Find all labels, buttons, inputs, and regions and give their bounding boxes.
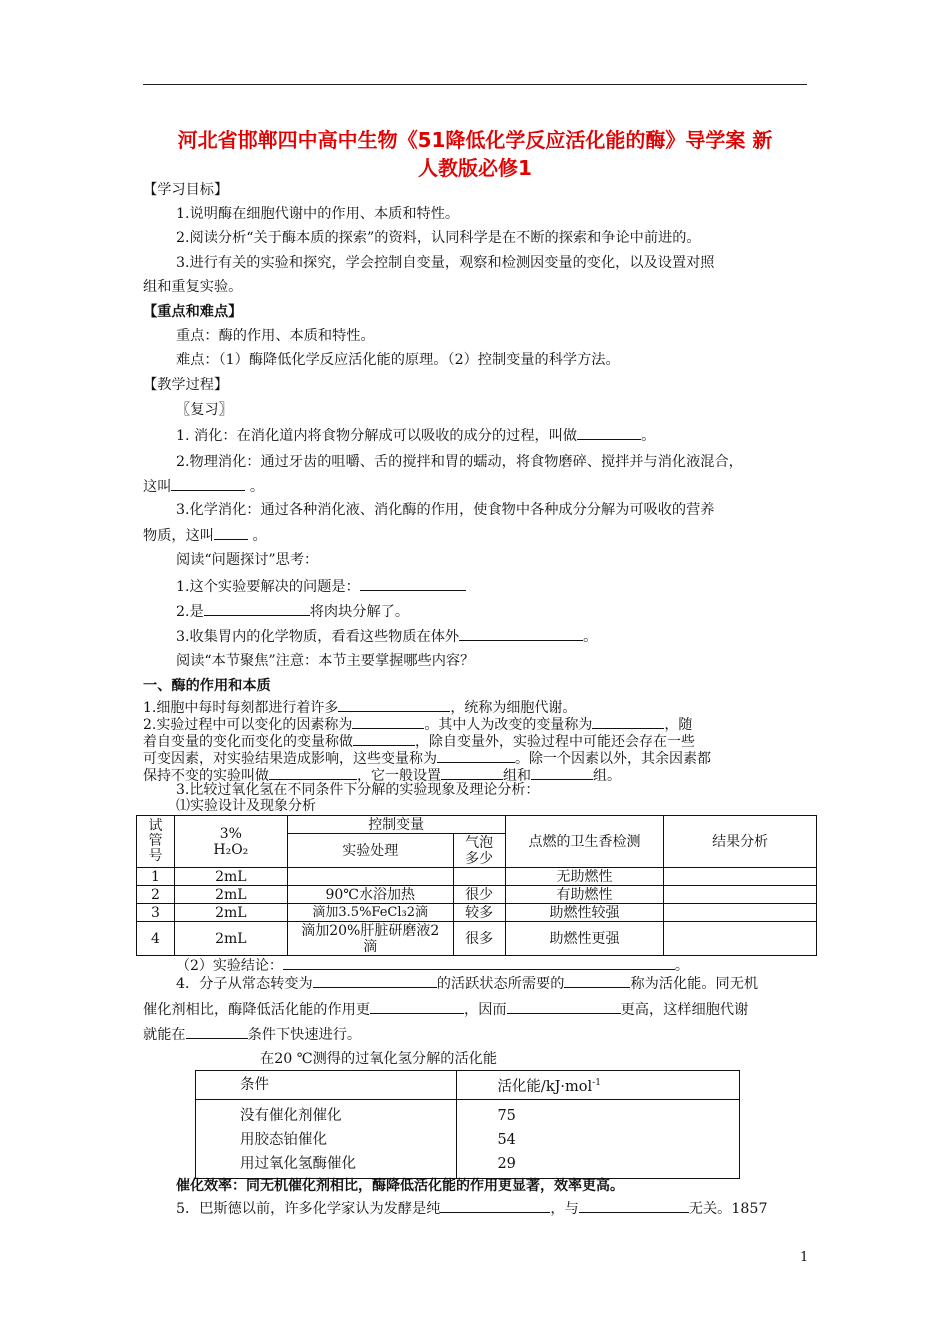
cell-treatment-text: 滴加20%肝脏研磨液2滴 [301, 922, 440, 955]
text: ，它一般设置 [357, 768, 441, 784]
cell-incense: 助燃性较强 [505, 904, 664, 922]
review-1-end: 。 [641, 428, 656, 444]
goal-3a: 3.进行有关的实验和探究，学会控制自变量，观察和检测因变量的变化，以及设置对照 [176, 255, 715, 271]
read-problem: 阅读“问题探讨”思考： [176, 552, 319, 568]
cell-incense: 助燃性更强 [505, 922, 664, 956]
review-1 [176, 425, 808, 446]
text: 无关。1857 [688, 1201, 768, 1217]
text: 2.实验过程中可以变化的因素称为 [143, 717, 353, 733]
cell-bubbles: 很多 [453, 922, 505, 956]
goal-2: 2.阅读分析“关于酶本质的探索”的资料，认同科学是在不断的探索和争论中前进的。 [176, 230, 701, 246]
text: 。除一个因素以外，其余因素都 [515, 751, 711, 767]
question-3-end: 。 [583, 629, 598, 645]
cell-result[interactable] [664, 922, 817, 956]
answer-blank[interactable] [531, 765, 593, 780]
process-heading: 【教学过程】 [143, 377, 229, 393]
answer-blank[interactable] [214, 525, 248, 540]
answer-blank[interactable] [441, 765, 503, 780]
table-row [137, 868, 817, 886]
question-2-text: 2.是 [176, 604, 204, 620]
cell-treatment [287, 868, 453, 886]
sec1-item5 [176, 1198, 808, 1219]
header-h2o2 [174, 816, 287, 868]
answer-blank[interactable] [353, 731, 415, 746]
review-2a: 2.物理消化：通过牙齿的咀嚼、舌的搅拌和胃的蠕动，将食物磨碎、搅拌并与消化液混合， [176, 454, 743, 470]
sec1-item1-end: ，统称为细胞代谢。 [450, 700, 577, 716]
title-line-1: 河北省邯郸四中高中生物《51降低化学反应活化能的酶》导学案 新 [177, 128, 773, 152]
cell-energy: 29 [457, 1152, 740, 1179]
question-3 [176, 626, 808, 647]
sec1-item4-l3 [143, 1024, 808, 1045]
cell-volume: 2mL [174, 886, 287, 904]
question-2 [176, 601, 808, 622]
sec1-item4-l1 [176, 973, 808, 994]
cell-condition: 用胶态铂催化 [196, 1128, 457, 1152]
cell-volume: 2mL [174, 868, 287, 886]
review-3b [143, 525, 808, 546]
cell-bubbles [453, 868, 505, 886]
experiment-table [136, 815, 817, 956]
cell-volume: 2mL [174, 904, 287, 922]
table-row [137, 922, 817, 956]
answer-blank[interactable] [459, 626, 583, 641]
cell-no: 1 [137, 868, 175, 886]
answer-blank[interactable] [313, 973, 437, 988]
header-tube-label: 试管号 [148, 818, 163, 864]
text: 更高，这样细胞代谢 [620, 1002, 749, 1018]
cell-result[interactable] [664, 904, 817, 922]
answer-blank[interactable] [564, 973, 630, 988]
key-heading: 【重点和难点】 [143, 304, 243, 320]
table-row [196, 1128, 740, 1152]
sec1-item3: 3.比较过氧化氢在不同条件下分解的实验现象及理论分析： [176, 782, 540, 798]
read-focus: 阅读“本节聚焦”注意：本节主要掌握哪些内容？ [176, 653, 475, 669]
text: 组和 [503, 768, 531, 784]
header-bubbles-label: 气泡多少 [465, 834, 494, 867]
cell-no: 3 [137, 904, 175, 922]
cell-treatment: 滴加3.5%FeCl₃2滴 [287, 904, 453, 922]
cell-no: 2 [137, 886, 175, 904]
answer-blank[interactable] [186, 1024, 248, 1039]
table-row [137, 904, 817, 922]
goal-1: 1.说明酶在细胞代谢中的作用、本质和特性。 [176, 206, 460, 222]
text: 5．巴斯德以前，许多化学家认为发酵是纯 [176, 1201, 441, 1217]
review-3b-text: 物质，这叫 [143, 528, 214, 544]
goal-3b: 组和重复实验。 [143, 279, 243, 295]
answer-blank[interactable] [440, 1198, 550, 1213]
question-1-text: 1.这个实验要解决的问题是： [176, 579, 360, 595]
cell-condition: 没有催化剂催化 [196, 1099, 457, 1128]
header-incense: 点燃的卫生香检测 [505, 816, 664, 868]
text: 4．分子从常态转变为 [176, 976, 313, 992]
document-title [140, 126, 810, 182]
header-tube [137, 816, 175, 868]
text: 保持不变的实验叫做 [143, 768, 269, 784]
cell-energy: 54 [457, 1128, 740, 1152]
answer-blank[interactable] [360, 576, 466, 591]
catalytic-efficiency: 催化效率：同无机催化剂相比，酶降低活化能的作用更显著，效率更高。 [176, 1178, 624, 1194]
table-row [196, 1099, 740, 1128]
text: 催化剂相比，酶降低活化能的作用更 [143, 1002, 371, 1018]
answer-blank[interactable] [437, 748, 515, 763]
sec1-item1-text: 1.细胞中每时每刻都进行着许多 [143, 700, 339, 716]
text: 可变因素，对实验结果造成影响，这些变量称为 [143, 751, 437, 767]
answer-blank[interactable] [370, 999, 464, 1014]
review-3b-end: 。 [252, 528, 267, 544]
header-bubbles [453, 834, 505, 868]
cell-bubbles: 较多 [453, 904, 505, 922]
header-energy-unit-sup: -1 [592, 1078, 601, 1088]
header-energy-label: 活化能/kJ·mol [497, 1078, 593, 1095]
title-line-2: 人教版必修1 [418, 156, 532, 180]
answer-blank[interactable] [171, 476, 245, 491]
header-h2o2-label: H₂O₂ [213, 841, 249, 858]
header-result: 结果分析 [664, 816, 817, 868]
key-point: 重点：酶的作用、本质和特性。 [176, 328, 375, 344]
section-1-heading: 一、酶的作用和本质 [143, 678, 271, 694]
text: 。其中人为改变的变量称为 [424, 717, 593, 733]
sec1-item4-l2 [143, 999, 808, 1020]
text: 条件下快速进行。 [247, 1027, 362, 1043]
question-3-text: 3.收集胃内的化学物质，看看这些物质在体外 [176, 629, 460, 645]
cell-volume: 2mL [174, 922, 287, 956]
difficulty: 难点：（1）酶降低化学反应活化能的原理。（2）控制变量的科学方法。 [176, 352, 620, 368]
table-row [196, 1152, 740, 1179]
review-2b-end: 。 [249, 479, 265, 495]
activation-energy-caption: 在20 ℃测得的过氧化氢分解的活化能 [260, 1051, 498, 1067]
cell-treatment [287, 922, 453, 956]
review-1-text: 1. 消化：在消化道内将食物分解成可以吸收的成分的过程，叫做 [176, 428, 578, 444]
cell-result[interactable] [664, 868, 817, 886]
header-condition: 条件 [196, 1071, 457, 1100]
text: ，除自变量外，实验过程中可能还会存在一些 [415, 734, 695, 750]
cell-incense: 无助燃性 [505, 868, 664, 886]
answer-blank[interactable] [338, 697, 450, 712]
table-row [137, 886, 817, 904]
question-1 [176, 576, 808, 597]
conclusion [176, 955, 808, 975]
text: ，因而 [464, 1002, 507, 1018]
cell-energy: 75 [457, 1099, 740, 1128]
text: 就能在 [143, 1027, 186, 1043]
cell-no: 4 [137, 922, 175, 956]
answer-blank[interactable] [283, 955, 675, 970]
sec1-item3-sub: ⑴实验设计及现象分析 [176, 798, 316, 814]
header-rule [143, 84, 807, 85]
text: 称为活化能。同无机 [630, 976, 759, 992]
text: ，与 [550, 1201, 579, 1217]
review-2b [143, 476, 808, 497]
page-number: 1 [800, 1250, 809, 1265]
review-3a: 3.化学消化：通过各种消化液、消化酶的作用，使食物中各种成分分解为可吸收的营养 [176, 502, 715, 518]
header-control: 控制变量 [287, 816, 505, 834]
cell-incense: 有助燃性 [505, 886, 664, 904]
answer-blank[interactable] [204, 601, 310, 616]
header-h2o2-pct: 3% [219, 825, 242, 842]
text: 组。 [593, 768, 621, 784]
text: 着自变量的变化而变化的变量称做 [143, 734, 353, 750]
review-heading: 〖复习〗 [176, 402, 233, 418]
answer-blank[interactable] [269, 765, 357, 780]
cell-condition: 用过氧化氢酶催化 [196, 1152, 457, 1179]
cell-bubbles: 很少 [453, 886, 505, 904]
answer-blank[interactable] [507, 999, 621, 1014]
answer-blank[interactable] [579, 1198, 689, 1213]
cell-result[interactable] [664, 886, 817, 904]
text: ，随 [664, 717, 693, 733]
conclusion-text: （2）实验结论： [176, 958, 283, 974]
question-2-end: 将肉块分解了。 [309, 604, 410, 620]
answer-blank[interactable] [592, 714, 664, 729]
goals-heading: 【学习目标】 [143, 182, 229, 198]
review-2b-text: 这叫 [143, 479, 172, 495]
conclusion-end: 。 [674, 958, 689, 974]
cell-treatment: 90℃水浴加热 [287, 886, 453, 904]
header-treatment: 实验处理 [287, 834, 453, 868]
answer-blank[interactable] [577, 425, 641, 440]
answer-blank[interactable] [352, 714, 424, 729]
activation-energy-table [195, 1070, 740, 1179]
header-energy [457, 1071, 740, 1100]
text: 的活跃状态所需要的 [436, 976, 565, 992]
